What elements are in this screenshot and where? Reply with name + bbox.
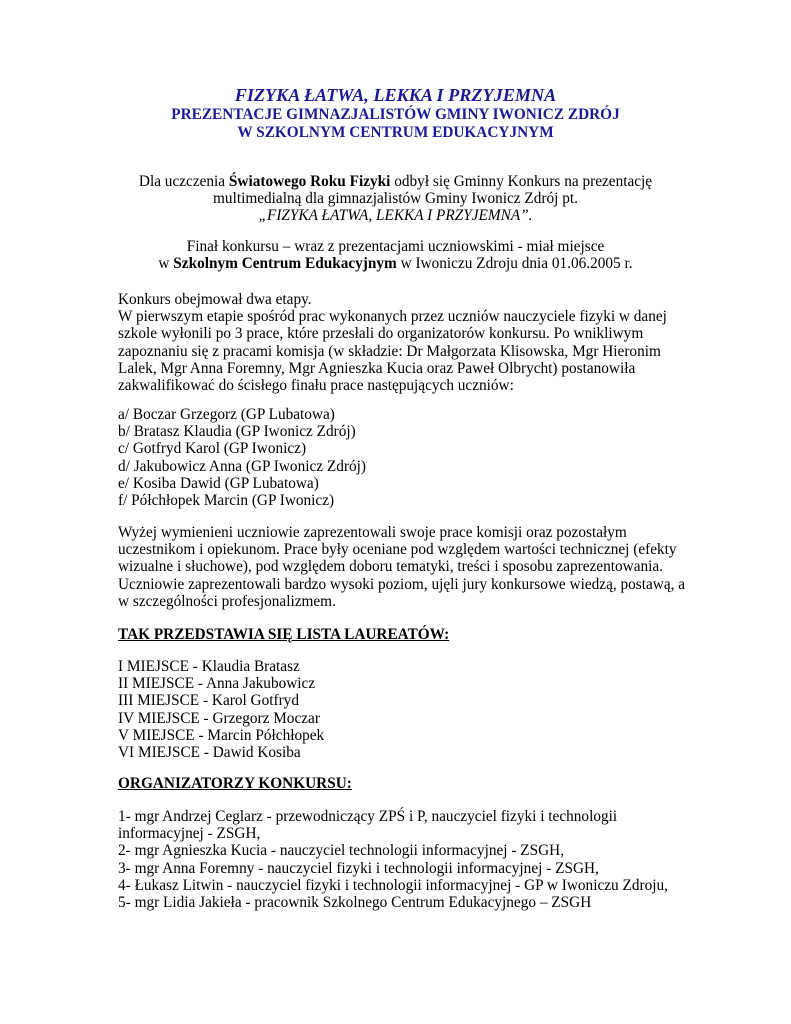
organizers-section: [118, 775, 678, 792]
laureates-list: [118, 658, 678, 761]
final-line-2-pre: w: [158, 255, 174, 273]
finalists-list: [118, 406, 678, 509]
organizer-line: 4- Łukasz Litwin - nauczyciel fizyki i technologii informacyjnej - GP w Iwoniczu Zdroju,: [118, 876, 668, 894]
organizers-list: [118, 808, 678, 911]
stages-line: szkole wyłonili po 3 prace, które przesłali do organizatorów konkursu. Po wnikliwym: [118, 325, 644, 343]
finalist-item: d/ Jakubowicz Anna (GP Iwonicz Zdrój): [118, 457, 366, 475]
stages-line: zapoznaniu się z pracami komisja (w składzie: Dr Małgorzata Klisowska, Mgr Hieronim: [118, 342, 661, 360]
final-line-1: Finał konkursu – wraz z prezentacjami uczniowskimi - miał miejsce: [186, 238, 605, 255]
organizer-line: informacyjnej - ZSGH,: [118, 825, 261, 843]
document-subtitle-2: W SZKOLNYM CENTRUM EDUKACYJNYM: [237, 123, 554, 141]
laureate-item: V MIEJSCE - Marcin Półchłopek: [118, 726, 325, 744]
presentation-paragraph: [118, 524, 686, 610]
intro-line-2: multimedialną dla gimnazjalistów Gminy Iwonicz Zdrój pt.: [213, 190, 578, 208]
intro-line-1: [0, 173, 791, 190]
finalist-item: e/ Kosiba Dawid (GP Lubatowa): [118, 474, 319, 492]
stages-line: Lalek, Mgr Anna Foremny, Mgr Agnieszka Kucia oraz Paweł Olbrycht) postanowiła: [118, 359, 636, 377]
presentation-line: w szczególności profesjonalizmem.: [118, 592, 336, 610]
presentation-line: Wyżej wymienieni uczniowie zaprezentowali swoje prace komisji oraz pozostałym: [118, 524, 627, 541]
organizer-line: 2- mgr Agnieszka Kucia - nauczyciel technologii informacyjnej - ZSGH,: [118, 842, 565, 860]
stages-line: Konkurs obejmował dwa etapy.: [118, 291, 312, 308]
organizer-line: 5- mgr Lidia Jakieła - pracownik Szkolnego Centrum Edukacyjnego – ZSGH: [118, 894, 592, 912]
presentation-line: wizualne i słuchowe), pod względem doboru tematyki, treści i sposobu zaprezentowania.: [118, 558, 663, 576]
document-title: FIZYKA ŁATWA, LEKKA I PRZYJEMNA: [234, 85, 557, 105]
presentation-line: uczestnikom i opiekunom. Prace były oceniane pod względem wartości technicznej (efekty: [118, 541, 677, 559]
finalist-item: b/ Bratasz Klaudia (GP Iwonicz Zdrój): [118, 423, 356, 441]
laureates-section: [118, 626, 678, 643]
title-block: [0, 85, 791, 141]
laureate-item: I MIEJSCE - Klaudia Bratasz: [118, 658, 300, 675]
intro-paragraph: [0, 173, 791, 225]
stages-line: zakwalifikować do ścisłego finału prace następujących uczniów:: [118, 377, 514, 395]
organizer-line: 3- mgr Anna Foremny - nauczyciel fizyki i technologii informacyjnej - ZSGH,: [118, 859, 599, 877]
finalist-item: c/ Gotfryd Karol (GP Iwonicz): [118, 440, 307, 458]
intro-line-1-post: odbył się Gminny Konkurs na prezentację: [390, 173, 653, 190]
final-line-2: [0, 255, 791, 272]
final-paragraph: [0, 238, 791, 272]
laureate-item: VI MIEJSCE - Dawid Kosiba: [118, 744, 301, 762]
stages-paragraph: [118, 291, 678, 394]
document-subtitle-1: PREZENTACJE GIMNAZJALISTÓW GMINY IWONICZ ZDRÓJ: [171, 106, 620, 123]
stages-line: W pierwszym etapie spośród prac wykonanych przez uczniów nauczyciele fizyki w danej: [118, 308, 667, 326]
intro-line-3: „FIZYKA ŁATWA, LEKKA I PRZYJEMNA”.: [258, 207, 533, 225]
intro-line-1-pre: Dla uczczenia: [138, 173, 229, 190]
laureate-item: IV MIEJSCE - Grzegorz Moczar: [118, 709, 320, 727]
finalist-item: f/ Półchłopek Marcin (GP Iwonicz): [118, 492, 335, 510]
presentation-line: Uczniowie zaprezentowali bardzo wysoki poziom, ujęli jury konkursowe wiedzą, postawą, a: [118, 575, 686, 593]
final-line-2-bold: Szkolnym Centrum Edukacyjnym: [173, 255, 397, 273]
final-line-2-post: w Iwoniczu Zdroju dnia 01.06.2005 r.: [396, 255, 633, 273]
laureates-heading: TAK PRZEDSTAWIA SIĘ LISTA LAUREATÓW:: [118, 626, 450, 643]
finalist-item: a/ Boczar Grzegorz (GP Lubatowa): [118, 406, 335, 423]
organizer-line: 1- mgr Andrzej Ceglarz - przewodniczący ZPŚ i P, nauczyciel fizyki i technologii: [118, 808, 618, 825]
organizers-heading: ORGANIZATORZY KONKURSU:: [118, 775, 352, 792]
intro-line-1-bold: Światowego Roku Fizyki: [228, 173, 391, 190]
laureate-item: II MIEJSCE - Anna Jakubowicz: [118, 675, 316, 693]
laureate-item: III MIEJSCE - Karol Gotfryd: [118, 692, 299, 710]
